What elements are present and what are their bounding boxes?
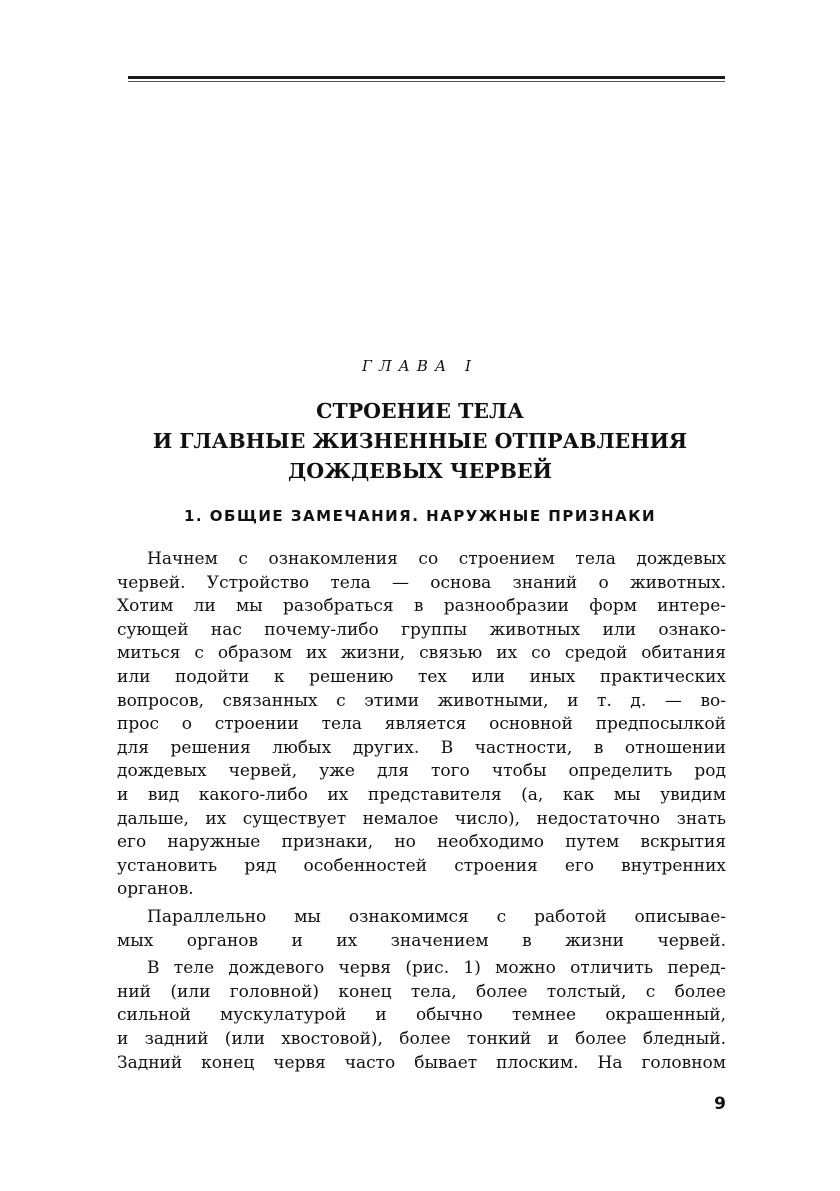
text-line: дождевых червей, уже для того чтобы определить род [117,761,726,782]
text-line: В теле дождевого червя (рис. 1) можно отличить перед- [147,958,726,979]
chapter-title-line-2: И ГЛАВНЫЕ ЖИЗНЕННЫЕ ОТПРАВЛЕНИЯ [152,429,688,453]
chapter-title-line-3: ДОЖДЕВЫХ ЧЕРВЕЙ [288,459,552,483]
text-line: сующей нас почему-либо группы животных или ознако- [117,619,726,640]
page-number: 9 [714,1094,726,1114]
text-line: дальше, их существует немалое число), недостаточно знать [117,808,726,829]
chapter-title [120,396,720,486]
text-line: его наружные признаки, но необходимо путем вскрытия [117,832,726,853]
text-line: мых органов и их значением в жизни червей. [117,930,726,951]
text-line: установить ряд особенностей строения его внутренних [117,855,726,876]
text-line: Параллельно мы ознакомимся с работой описывае- [147,907,726,927]
text-line: для решения любых других. В частности, в отношении [117,737,726,758]
text-line: органов. [117,879,194,900]
chapter-title-line-1: СТРОЕНИЕ ТЕЛА [316,399,524,423]
text-line: Начнем с ознакомления со строением тела дождевых [147,549,726,569]
text-line: и задний (или хвостовой), более тонкий и более бледный. [117,1029,726,1049]
text-line: Хотим ли мы разобраться в разнообразии форм интере- [117,596,726,617]
text-line: сильной мускулатурой и обычно темнее окрашенный, [117,1005,726,1026]
text-line: червей. Устройство тела — основа знаний о животных. [117,572,726,593]
text-line: Задний конец червя часто бывает плоским. На головном [117,1052,726,1073]
text-line: вопросов, связанных с этими животными, и т. д. — во- [117,690,726,711]
text-line: ний (или головной) конец тела, более толстый, с более [117,981,726,1002]
section-heading: 1. ОБЩИЕ ЗАМЕЧАНИЯ. НАРУЖНЫЕ ПРИЗНАКИ [183,507,657,525]
header-rule [128,76,725,79]
header-rule-thin [128,81,725,82]
text-line: и вид какого-либо их представителя (а, как мы увидим [117,785,726,805]
text-line: прос о строении тела является основной предпосылкой [117,714,726,735]
text-line: миться с образом их жизни, связью их со средой обитания [117,643,726,664]
chapter-label: ГЛАВА I [362,357,478,375]
text-line: или подойти к решению тех или иных практических [117,667,726,687]
